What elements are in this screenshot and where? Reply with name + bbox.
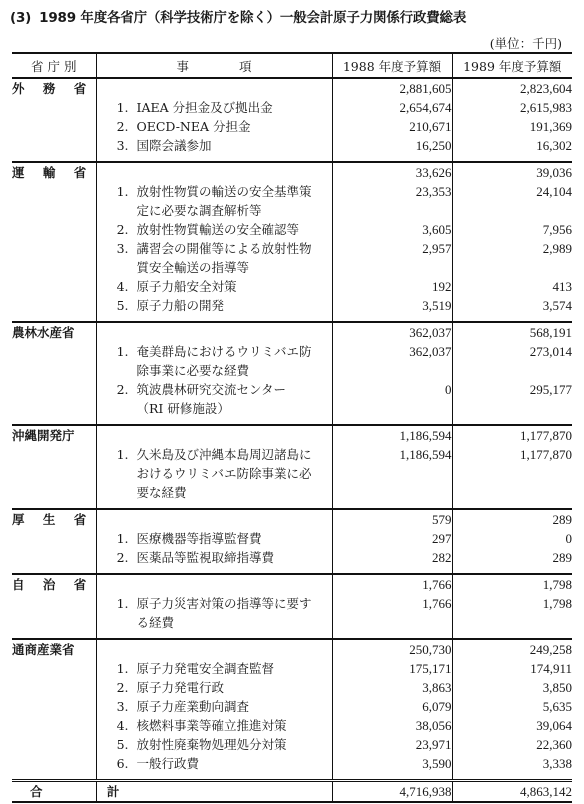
section-padding: [97, 315, 332, 321]
item-text: 医療機器等指導監督費: [136, 531, 262, 546]
item-value-1989: 3,574: [542, 298, 572, 313]
ministry-name: 通商産業省: [12, 639, 96, 781]
item-text: 放射性物質の輸送の安全基準策: [136, 184, 312, 199]
item-text: 原子力船の開発: [136, 298, 225, 313]
value-spacer: [453, 258, 573, 277]
item-value-1988: 23,971: [415, 737, 452, 752]
ministry-total-1988: 33,626: [415, 165, 452, 180]
item-text: 除事業に必要な経費: [136, 363, 250, 378]
item-value-1989: 191,369: [529, 119, 572, 134]
ministry-total-1988: 2,881,605: [399, 81, 452, 96]
item-text: 筑波農林研究交流センター: [136, 382, 287, 397]
item-value-1988: 2,654,674: [399, 100, 452, 115]
item-number: 1.: [116, 184, 129, 199]
item-line: [97, 594, 332, 613]
item-line: [97, 361, 332, 380]
header-item: 事 項: [96, 53, 332, 78]
item-cell: [96, 425, 332, 509]
item-text: 要な経費: [136, 485, 187, 500]
item-value-1989: 5,635: [542, 699, 572, 714]
item-number: [97, 258, 137, 277]
ministry-total-1988: 1,766: [422, 577, 452, 592]
value-spacer: [453, 361, 573, 380]
item-value-1989: 174,911: [530, 661, 572, 676]
item-value-1988: 1,766: [422, 596, 452, 611]
ministry-total-spacer: [97, 575, 332, 594]
ministry-total-spacer: [97, 79, 332, 98]
item-value-1988: 3,605: [422, 222, 452, 237]
item-number: 4.: [116, 718, 129, 733]
item-text: 原子力船安全対策: [136, 279, 237, 294]
header-row: [12, 53, 572, 78]
ministry-total-1989: 289: [552, 512, 572, 527]
item-text: 原子力発電行政: [136, 680, 225, 695]
section-padding: [333, 155, 452, 161]
item-value-1988: 2,957: [422, 241, 452, 256]
item-number: 2.: [116, 550, 129, 565]
ministry-total-1989: 1,177,870: [520, 428, 572, 443]
value-spacer: [333, 201, 452, 220]
item-line: [97, 239, 332, 258]
item-line: [97, 754, 332, 773]
item-number: 2.: [116, 222, 129, 237]
value-spacer: [453, 201, 573, 220]
item-text: 原子力産業動向調査: [136, 699, 250, 714]
section-padding: [97, 502, 332, 508]
value-1989-cell: [452, 509, 572, 574]
item-line: [97, 464, 332, 483]
value-spacer: [333, 613, 452, 632]
item-number: 3.: [116, 699, 129, 714]
value-1988-cell: [332, 322, 452, 425]
section-padding: [453, 632, 573, 638]
section-padding: [333, 315, 452, 321]
ministry-section: [12, 322, 572, 425]
item-number: 1.: [116, 596, 129, 611]
item-line: [97, 697, 332, 716]
item-value-1988: 6,079: [422, 699, 452, 714]
ministry-section: [12, 509, 572, 574]
value-1989-cell: [452, 425, 572, 509]
item-text: 原子力発電安全調査監督: [136, 661, 275, 676]
item-value-1989: 413: [552, 279, 572, 294]
item-line: [97, 445, 332, 464]
ministry-total-1988: 1,186,594: [399, 428, 452, 443]
value-1989-cell: [452, 639, 572, 781]
grand-total-section: [12, 781, 572, 803]
section-padding: [97, 632, 332, 638]
item-line: [97, 613, 332, 632]
item-line: [97, 342, 332, 361]
item-text: 一般行政費: [136, 756, 200, 771]
item-text: 久米島及び沖縄本島周辺諸島に: [136, 447, 312, 462]
item-line: [97, 678, 332, 697]
item-text: 核燃料事業等確立推進対策: [136, 718, 287, 733]
value-1988-cell: [332, 574, 452, 639]
grand-total-value-1988: 4,716,938: [399, 784, 452, 799]
table-title-text: 1989 年度各省庁（科学技術庁を除く）一般会計原子力関係行政費総表: [39, 10, 467, 26]
item-line: [97, 182, 332, 201]
item-text: 原子力災害対策の指導等に要す: [136, 596, 312, 611]
section-padding: [453, 155, 573, 161]
ministry-total-1988: 250,730: [409, 642, 452, 657]
item-cell: [96, 322, 332, 425]
ministry-section: [12, 78, 572, 162]
item-text: 定に必要な調査解析等: [136, 203, 262, 218]
section-padding: [333, 418, 452, 424]
ministry-total-1988: 362,037: [409, 325, 452, 340]
section-padding: [453, 502, 573, 508]
item-line: [97, 220, 332, 239]
item-value-1989: 16,302: [536, 138, 572, 153]
ministry-total-1989: 1,798: [542, 577, 572, 592]
item-number: 2.: [116, 382, 129, 397]
item-number: 3.: [116, 241, 129, 256]
value-1989-cell: [452, 162, 572, 322]
section-padding: [333, 773, 452, 779]
item-value-1988: 282: [432, 550, 452, 565]
ministry-total-spacer: [97, 163, 332, 182]
table-row: [12, 78, 572, 162]
section-padding: [453, 567, 573, 573]
value-1988-cell: [332, 509, 452, 574]
item-text: おけるウリミバエ防除事業に必: [136, 466, 312, 481]
item-line: [97, 716, 332, 735]
item-number: 6.: [116, 756, 129, 771]
table-row: [12, 574, 572, 639]
value-1989-cell: [452, 78, 572, 162]
item-value-1989: 7,956: [542, 222, 572, 237]
item-number: 4.: [116, 279, 129, 294]
item-value-1989: 1,177,870: [520, 447, 572, 462]
item-line: [97, 735, 332, 754]
budget-table: [12, 52, 572, 803]
item-value-1988: 16,250: [415, 138, 452, 153]
item-number: [97, 201, 137, 220]
item-text: 放射性物質輸送の安全確認等: [136, 222, 300, 237]
item-text: 放射性廃棄物処理処分対策: [136, 737, 287, 752]
item-value-1989: 273,014: [529, 344, 572, 359]
table-row: [12, 425, 572, 509]
value-1988-cell: [332, 639, 452, 781]
item-value-1988: 38,056: [415, 718, 452, 733]
ministry-section: [12, 639, 572, 781]
item-number: [97, 399, 137, 418]
item-text: る経費: [136, 615, 175, 630]
section-padding: [453, 315, 573, 321]
item-number: 1.: [116, 344, 129, 359]
section-padding: [453, 773, 573, 779]
item-value-1988: 3,519: [422, 298, 452, 313]
unit-label: (単位：千円): [489, 36, 562, 51]
grand-total-1989: [452, 781, 572, 803]
item-cell: [96, 509, 332, 574]
section-padding: [97, 773, 332, 779]
item-number: [97, 361, 137, 380]
item-line: [97, 136, 332, 155]
item-number: 3.: [116, 138, 129, 153]
section-padding: [97, 155, 332, 161]
table-row: [12, 322, 572, 425]
item-line: [97, 277, 332, 296]
item-line: [97, 380, 332, 399]
item-text: 講習会の開催等による放射性物: [136, 241, 312, 256]
item-text: IAEA 分担金及び拠出金: [136, 100, 273, 115]
section-padding: [97, 418, 332, 424]
item-line: [97, 117, 332, 136]
item-value-1989: 22,360: [536, 737, 572, 752]
value-spacer: [453, 399, 573, 418]
ministry-total-1989: 39,036: [536, 165, 572, 180]
table-title: [10, 6, 576, 26]
item-value-1989: 39,064: [536, 718, 572, 733]
grand-total-1988: [332, 781, 452, 803]
item-line: [97, 529, 332, 548]
value-spacer: [333, 361, 452, 380]
item-value-1988: 3,863: [422, 680, 452, 695]
ministry-name: 沖縄開発庁: [12, 425, 96, 509]
value-spacer: [333, 399, 452, 418]
ministry-total-1989: 2,823,604: [520, 81, 572, 96]
item-line: [97, 659, 332, 678]
item-number: 2.: [116, 119, 129, 134]
section-padding: [333, 632, 452, 638]
item-value-1988: 192: [432, 279, 452, 294]
item-value-1989: 2,989: [542, 241, 572, 256]
value-spacer: [453, 483, 573, 502]
ministry-section: [12, 574, 572, 639]
item-number: 1.: [116, 447, 129, 462]
item-value-1988: 23,353: [415, 184, 452, 199]
ministry-total-spacer: [97, 426, 332, 445]
item-number: [97, 613, 137, 632]
item-value-1988: 175,171: [409, 661, 452, 676]
item-text: 質安全輸送の指導等: [136, 260, 250, 275]
item-cell: [96, 78, 332, 162]
section-padding: [333, 567, 452, 573]
item-text: 奄美群島におけるウリミバエ防: [136, 344, 312, 359]
item-value-1989: 289: [552, 550, 572, 565]
item-value-1988: 297: [432, 531, 452, 546]
section-padding: [97, 567, 332, 573]
ministry-section: [12, 425, 572, 509]
value-spacer: [453, 613, 573, 632]
item-text: 医薬品等監視取締指導費: [136, 550, 275, 565]
item-line: [97, 296, 332, 315]
value-spacer: [333, 258, 452, 277]
value-1989-cell: [452, 574, 572, 639]
table-number: (3): [10, 10, 32, 26]
item-value-1989: 2,615,983: [520, 100, 572, 115]
item-line: [97, 201, 332, 220]
item-number: 1.: [116, 661, 129, 676]
item-value-1988: 1,186,594: [399, 447, 452, 462]
ministry-name: 農林水産省: [12, 322, 96, 425]
header-ministry: 省 庁 別: [12, 53, 96, 78]
item-text: （RI 研修施設）: [136, 401, 230, 416]
item-value-1989: 3,850: [542, 680, 572, 695]
item-number: 2.: [116, 680, 129, 695]
item-number: 5.: [116, 298, 129, 313]
item-value-1988: 0: [445, 382, 452, 397]
item-value-1989: 0: [565, 531, 572, 546]
item-number: 1.: [116, 531, 129, 546]
value-spacer: [453, 464, 573, 483]
section-padding: [333, 502, 452, 508]
item-line: [97, 399, 332, 418]
total-row: [12, 781, 572, 803]
ministry-name: 厚 生 省: [12, 509, 96, 574]
item-cell: [96, 162, 332, 322]
header-1988: 1988 年度予算額: [332, 53, 452, 78]
table-row: [12, 509, 572, 574]
ministry-name: 運 輸 省: [12, 162, 96, 322]
item-cell: [96, 639, 332, 781]
grand-total-label: 合 計: [12, 781, 96, 803]
ministry-total-1989: 568,191: [529, 325, 572, 340]
table-row: [12, 639, 572, 781]
item-line: [97, 483, 332, 502]
item-cell: [96, 574, 332, 639]
value-1988-cell: [332, 78, 452, 162]
ministry-name: 外 務 省: [12, 78, 96, 162]
item-value-1989: 295,177: [529, 382, 572, 397]
section-padding: [453, 418, 573, 424]
ministry-total-spacer: [97, 510, 332, 529]
ministry-total-1988: 579: [432, 512, 452, 527]
grand-total-value-1989: 4,863,142: [520, 784, 572, 799]
item-text: 国際会議参加: [136, 138, 212, 153]
item-value-1989: 24,104: [536, 184, 572, 199]
item-line: [97, 258, 332, 277]
value-spacer: [333, 483, 452, 502]
item-value-1989: 1,798: [542, 596, 572, 611]
item-text: OECD-NEA 分担金: [136, 119, 251, 134]
value-spacer: [333, 464, 452, 483]
item-value-1988: 3,590: [422, 756, 452, 771]
item-line: [97, 548, 332, 567]
item-value-1988: 210,671: [409, 119, 452, 134]
item-number: 5.: [116, 737, 129, 752]
item-value-1989: 3,338: [542, 756, 572, 771]
item-line: [97, 98, 332, 117]
ministry-total-spacer: [97, 323, 332, 342]
item-number: [97, 464, 137, 483]
item-value-1988: 362,037: [409, 344, 452, 359]
header-1989: 1989 年度予算額: [452, 53, 572, 78]
table-row: [12, 162, 572, 322]
value-1988-cell: [332, 425, 452, 509]
value-1989-cell: [452, 322, 572, 425]
ministry-total-1989: 249,258: [529, 642, 572, 657]
ministry-total-spacer: [97, 640, 332, 659]
item-number: [97, 483, 137, 502]
ministry-section: [12, 162, 572, 322]
value-1988-cell: [332, 162, 452, 322]
ministry-name: 自 治 省: [12, 574, 96, 639]
item-number: 1.: [116, 100, 129, 115]
